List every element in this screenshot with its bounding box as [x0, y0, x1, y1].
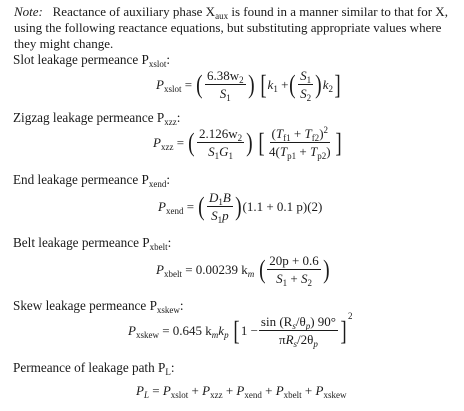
- equation-end-leakage: $P_{xend}$ = ( $\frac{D_1B}{S_1p}$ )(1.1 + 0.1 p)(2): [158, 190, 323, 225]
- heading-zigzag-leakage: Zigzag leakage permeance $P_{xzz}$:: [13, 110, 181, 127]
- heading-slot-leakage: Slot leakage permeance $P_{xslot}$:: [13, 52, 171, 69]
- note-label: Note:: [14, 4, 43, 19]
- heading-leakage-path: Permeance of leakage path $P_L$:: [13, 360, 175, 377]
- note-line-2: using the following reactance equations, but substituting appropriate values where: [14, 20, 442, 35]
- note-line-1: Note: Reactance of auxiliary phase $X_{aux}$ is found in a manner similar to that for X,: [14, 4, 448, 21]
- equation-zigzag-leakage: $P_{xzz}$ = ( $\frac{2.126w_2}{S_1G_1}$ ) [ $\frac{(T_{f1} + T_{f2})^2}{4(T_{p1} + T_{p2})}$ ]: [153, 125, 342, 161]
- equation-belt-leakage: $P_{xbelt} = 0.00239$ $k_m$ ( $\frac{20p + 0.6}{S_1 + S_2}$ ): [156, 253, 330, 288]
- heading-skew-leakage: Skew leakage permeance $P_{xskew}$:: [13, 298, 184, 315]
- equation-leakage-path: $P_L = P_{xslot} + P_{xzz} + P_{xend} + P_{xbelt} + P_{xskew}$: [136, 383, 347, 400]
- equation-slot-leakage: $P_{xslot}$ = ( $\frac{6.38w_2}{S_1}$ ) [$k_1$ +( $\frac{S_1}{S_2}$ )$k_2$]: [156, 68, 341, 103]
- equation-skew-leakage: $P_{xskew} = 0.645$ $k_mk_p$ [1 − $\frac{\sin (R_s/\theta_p) 90^\circ}{\pi R_s/2\theta_p}$ ]$^2$: [128, 311, 353, 349]
- heading-belt-leakage: Belt leakage permeance $P_{xbelt}$:: [13, 235, 172, 252]
- heading-end-leakage: End leakage permeance $P_{xend}$:: [13, 172, 171, 189]
- note-line-3: they might change.: [14, 36, 114, 51]
